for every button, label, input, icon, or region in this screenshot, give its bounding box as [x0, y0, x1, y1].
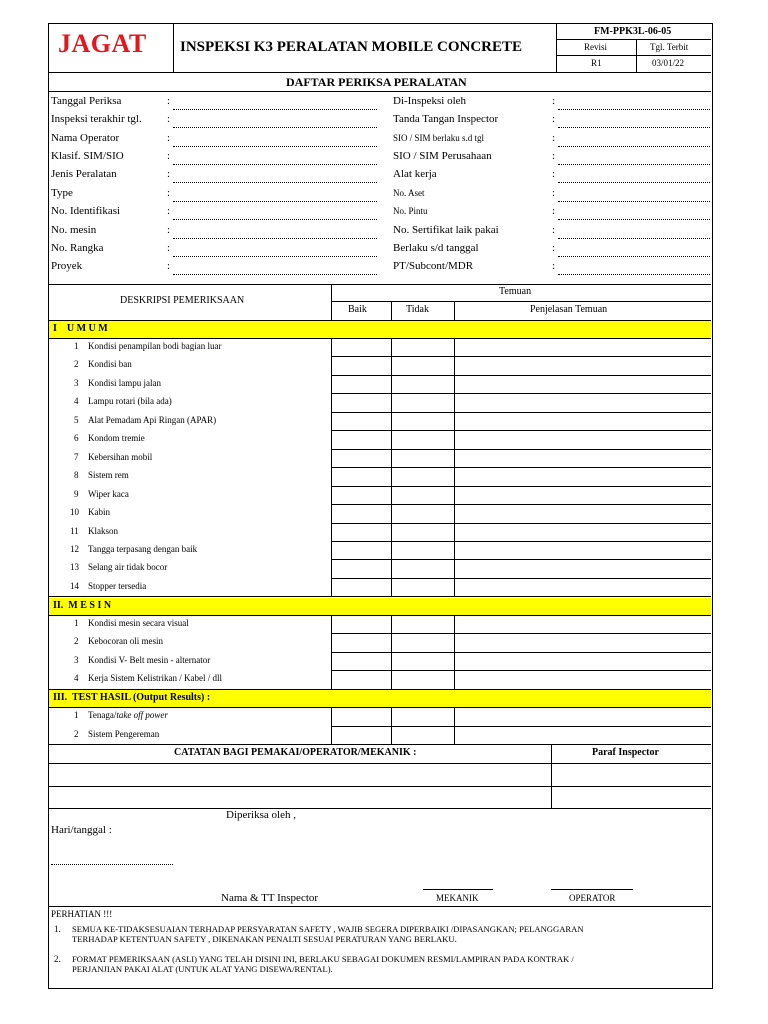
colon: :	[552, 132, 556, 144]
checkbox-baik[interactable]	[332, 708, 391, 726]
colon: :	[552, 205, 556, 217]
item-text: Stopper tersedia	[88, 581, 147, 591]
item-description	[88, 637, 163, 646]
item-description	[88, 619, 189, 628]
revisi-label: Revisi	[584, 42, 608, 52]
colon: :	[167, 224, 171, 236]
info-right-label: No. Aset	[393, 188, 425, 198]
item-text: Kabin	[88, 507, 110, 517]
item-description	[88, 453, 152, 462]
info-right-field[interactable]	[558, 274, 710, 275]
info-left-field[interactable]	[173, 201, 377, 202]
colon: :	[167, 132, 171, 144]
form-code: FM-PPK3L-06-05	[594, 26, 672, 37]
colon: :	[167, 113, 171, 125]
item-text-italic: take off power	[116, 710, 168, 720]
checkbox-tidak[interactable]	[392, 560, 454, 577]
checkbox-tidak[interactable]	[392, 468, 454, 485]
item-text: Kondisi mesin secara visual	[88, 618, 189, 628]
checkbox-tidak[interactable]	[392, 339, 454, 356]
item-number: 7	[74, 452, 79, 462]
item-number: 9	[74, 489, 79, 499]
penjelasan-field[interactable]	[455, 376, 711, 393]
form-title: INSPEKSI K3 PERALATAN MOBILE CONCRETE	[180, 39, 522, 55]
item-number: 14	[70, 581, 79, 591]
item-description	[88, 545, 197, 554]
catatan-title: CATATAN BAGI PEMAKAI/OPERATOR/MEKANIK :	[174, 747, 417, 758]
column-deskripsi: DESKRIPSI PEMERIKSAAN	[120, 295, 245, 306]
section-header	[49, 321, 711, 338]
item-number: 12	[70, 544, 79, 554]
penjelasan-field[interactable]	[455, 487, 711, 504]
info-left-field[interactable]	[173, 109, 377, 110]
info-left-field[interactable]	[173, 256, 377, 257]
penjelasan-field[interactable]	[455, 671, 711, 688]
info-right-label: No. Sertifikat laik pakai	[393, 224, 499, 236]
colon: :	[552, 224, 556, 236]
hari-tanggal-line[interactable]	[51, 864, 173, 865]
item-text: Selang air tidak bocor	[88, 562, 168, 572]
info-right-label: SIO / SIM Perusahaan	[393, 150, 492, 162]
checkbox-tidak[interactable]	[392, 505, 454, 522]
colon: :	[552, 150, 556, 162]
item-text: Klakson	[88, 526, 118, 536]
checkbox-baik[interactable]	[332, 505, 391, 522]
tgl-terbit-value: 03/01/22	[652, 58, 685, 68]
item-description	[88, 527, 118, 536]
checkbox-baik[interactable]	[332, 524, 391, 541]
item-description	[88, 416, 216, 425]
colon: :	[167, 168, 171, 180]
info-right-label: PT/Subcont/MDR	[393, 260, 474, 272]
hari-tanggal: Hari/tanggal :	[51, 824, 112, 836]
checkbox-tidak[interactable]	[392, 579, 454, 596]
item-number: 1	[74, 710, 79, 720]
checkbox-baik[interactable]	[332, 487, 391, 504]
checkbox-tidak[interactable]	[392, 653, 454, 670]
item-description	[88, 563, 167, 572]
info-left-label: No. Identifikasi	[51, 205, 121, 217]
colon: :	[167, 150, 171, 162]
section-title: I U M U M	[53, 323, 108, 334]
checkbox-baik[interactable]	[332, 579, 391, 596]
colon: :	[167, 187, 171, 199]
colon: :	[167, 95, 171, 107]
info-left-label: Nama Operator	[51, 132, 120, 144]
penjelasan-field[interactable]	[455, 634, 711, 651]
paraf-field-2[interactable]	[552, 787, 710, 807]
mekanik-line[interactable]	[423, 889, 493, 890]
mekanik-label: MEKANIK	[436, 893, 479, 903]
info-left-label: Proyek	[51, 260, 83, 272]
revisi-value: R1	[591, 58, 602, 68]
item-number: 5	[74, 415, 79, 425]
item-number: 1	[74, 341, 79, 351]
operator-line[interactable]	[551, 889, 633, 890]
note-1-line-2: TERHADAP KETENTUAN SAFETY , DIKENAKAN PENALTI SESUAI PERATURAN YANG BERLAKU.	[72, 934, 457, 944]
checkbox-baik[interactable]	[332, 339, 391, 356]
info-right-field[interactable]	[558, 109, 710, 110]
info-left-field[interactable]	[173, 146, 377, 147]
penjelasan-field[interactable]	[455, 505, 711, 522]
checkbox-baik[interactable]	[332, 653, 391, 670]
info-right-label: SIO / SIM berlaku s.d tgl	[393, 133, 484, 143]
colon: :	[552, 242, 556, 254]
info-right-field[interactable]	[558, 256, 710, 257]
column-baik: Baik	[348, 304, 367, 315]
item-text: Kondisi ban	[88, 359, 132, 369]
item-text: Kondisi penampilan bodi bagian luar	[88, 341, 222, 351]
penjelasan-field[interactable]	[455, 468, 711, 485]
checkbox-baik[interactable]	[332, 357, 391, 374]
checkbox-baik[interactable]	[332, 727, 391, 745]
item-description	[88, 730, 159, 739]
item-description	[88, 397, 172, 406]
item-description	[88, 342, 221, 351]
penjelasan-field[interactable]	[455, 450, 711, 467]
info-right-label: Tanda Tangan Inspector	[393, 113, 499, 125]
item-number: 3	[74, 378, 79, 388]
item-number: 8	[74, 470, 79, 480]
item-description	[88, 582, 146, 591]
item-description	[88, 471, 129, 480]
section-title: II. M E S I N	[53, 600, 112, 611]
info-left-label: Jenis Peralatan	[51, 168, 117, 180]
item-number: 2	[74, 359, 79, 369]
section-title: DAFTAR PERIKSA PERALATAN	[286, 75, 467, 89]
info-left-label: Tanggal Periksa	[51, 95, 122, 107]
item-description	[88, 656, 210, 665]
note-2-no: 2.	[54, 954, 61, 964]
checkbox-tidak[interactable]	[392, 524, 454, 541]
checkbox-tidak[interactable]	[392, 413, 454, 430]
item-text: Kerja Sistem Kelistrikan / Kabel / dll	[88, 673, 222, 683]
catatan-field-1[interactable]	[49, 764, 550, 785]
note-2-line-1: FORMAT PEMERIKSAAN (ASLI) YANG TELAH DISINI INI, BERLAKU SEBAGAI DOKUMEN RESMI/LAMPIRAN PADA KONTRAK /	[72, 954, 574, 964]
checkbox-tidak[interactable]	[392, 431, 454, 448]
item-number: 3	[74, 655, 79, 665]
penjelasan-field[interactable]	[455, 394, 711, 411]
checkbox-tidak[interactable]	[392, 634, 454, 651]
item-text: Wiper kaca	[88, 489, 129, 499]
tgl-terbit-label: Tgl. Terbit	[650, 42, 689, 52]
item-text: Kebocoran oli mesin	[88, 636, 163, 646]
checkbox-tidak[interactable]	[392, 376, 454, 393]
info-right-field[interactable]	[558, 238, 710, 239]
penjelasan-field[interactable]	[455, 357, 711, 374]
penjelasan-field[interactable]	[455, 616, 711, 633]
info-right-field[interactable]	[558, 219, 710, 220]
info-right-field[interactable]	[558, 146, 710, 147]
penjelasan-field[interactable]	[455, 431, 711, 448]
item-number: 4	[74, 396, 79, 406]
checkbox-tidak[interactable]	[392, 708, 454, 726]
checkbox-tidak[interactable]	[392, 450, 454, 467]
item-text: Alat Pemadam Api Ringan (APAR)	[88, 415, 217, 425]
item-text: Sistem rem	[88, 470, 129, 480]
checkbox-baik[interactable]	[332, 394, 391, 411]
item-description	[88, 360, 132, 369]
item-description	[88, 379, 161, 388]
item-number: 2	[74, 636, 79, 646]
item-description	[88, 674, 222, 683]
company-logo: JAGAT	[58, 29, 147, 58]
penjelasan-field[interactable]	[455, 524, 711, 541]
item-number: 13	[70, 562, 79, 572]
penjelasan-field[interactable]	[455, 727, 711, 745]
info-right-label: Berlaku s/d tanggal	[393, 242, 479, 254]
checkbox-tidak[interactable]	[392, 357, 454, 374]
checkbox-baik[interactable]	[332, 413, 391, 430]
item-number: 4	[74, 673, 79, 683]
item-description	[88, 490, 129, 499]
diperiksa-oleh: Diperiksa oleh ,	[226, 809, 296, 821]
info-left-label: Type	[51, 187, 73, 199]
item-text: Tangga terpasang dengan baik	[88, 544, 198, 554]
colon: :	[167, 205, 171, 217]
item-text: Kondisi V- Belt mesin - alternator	[88, 655, 211, 665]
section-header	[49, 598, 711, 615]
checkbox-baik[interactable]	[332, 616, 391, 633]
paraf-field-1[interactable]	[552, 764, 710, 785]
checkbox-baik[interactable]	[332, 560, 391, 577]
item-text: Lampu rotari (bila ada)	[88, 396, 172, 406]
item-number: 6	[74, 433, 79, 443]
nama-tt-inspector: Nama & TT Inspector	[221, 892, 319, 904]
item-description	[88, 508, 110, 517]
item-number: 2	[74, 729, 79, 739]
info-right-field[interactable]	[558, 182, 710, 183]
colon: :	[167, 260, 171, 272]
checkbox-baik[interactable]	[332, 450, 391, 467]
checkbox-baik[interactable]	[332, 431, 391, 448]
item-text: Tenaga/	[88, 710, 117, 720]
note-1-line-1: SEMUA KE-TIDAKSESUAIAN TERHADAP PERSYARATAN SAFETY , WAJIB SEGERA DIPERBAIKI /DIPASANGKAN; PELANGGARAN	[72, 924, 584, 934]
checkbox-baik[interactable]	[332, 376, 391, 393]
checkbox-baik[interactable]	[332, 671, 391, 688]
info-right-field[interactable]	[558, 164, 710, 165]
item-description	[88, 711, 168, 720]
penjelasan-field[interactable]	[455, 542, 711, 559]
checkbox-baik[interactable]	[332, 542, 391, 559]
checkbox-tidak[interactable]	[392, 487, 454, 504]
colon: :	[552, 113, 556, 125]
info-right-label: Di-Inspeksi oleh	[393, 95, 467, 107]
checkbox-tidak[interactable]	[392, 542, 454, 559]
column-penjelasan: Penjelasan Temuan	[530, 304, 608, 315]
column-tidak: Tidak	[406, 304, 429, 315]
item-text: Kondom tremie	[88, 433, 145, 443]
info-left-label: No. mesin	[51, 224, 97, 236]
checkbox-baik[interactable]	[332, 634, 391, 651]
checkbox-tidak[interactable]	[392, 727, 454, 745]
item-number: 1	[74, 618, 79, 628]
info-left-field[interactable]	[173, 127, 377, 128]
info-right-field[interactable]	[558, 127, 710, 128]
info-left-field[interactable]	[173, 274, 377, 275]
info-right-label: No. Pintu	[393, 206, 428, 216]
info-right-field[interactable]	[558, 201, 710, 202]
info-left-field[interactable]	[173, 238, 377, 239]
item-text: Kebersihan mobil	[88, 452, 153, 462]
note-1-no: 1.	[54, 924, 61, 934]
penjelasan-field[interactable]	[455, 339, 711, 356]
checkbox-baik[interactable]	[332, 468, 391, 485]
checkbox-tidak[interactable]	[392, 616, 454, 633]
penjelasan-field[interactable]	[455, 653, 711, 670]
checkbox-tidak[interactable]	[392, 394, 454, 411]
operator-label: OPERATOR	[569, 893, 616, 903]
penjelasan-field[interactable]	[455, 579, 711, 596]
info-left-field[interactable]	[173, 182, 377, 183]
penjelasan-field[interactable]	[455, 560, 711, 577]
catatan-field-2[interactable]	[49, 787, 550, 807]
info-left-label: No. Rangka	[51, 242, 104, 254]
colon: :	[167, 242, 171, 254]
info-left-label: Klasif. SIM/SIO	[51, 150, 124, 162]
section-title: III. TEST HASIL (Output Results) :	[53, 692, 211, 703]
colon: :	[552, 260, 556, 272]
colon: :	[552, 95, 556, 107]
perhatian-title: PERHATIAN !!!	[51, 909, 113, 919]
info-left-label: Inspeksi terakhir tgl.	[51, 113, 142, 125]
penjelasan-field[interactable]	[455, 708, 711, 726]
info-right-label: Alat kerja	[393, 168, 437, 180]
item-number: 11	[70, 526, 79, 536]
penjelasan-field[interactable]	[455, 413, 711, 430]
item-description	[88, 434, 145, 443]
item-text: Kondisi lampu jalan	[88, 378, 161, 388]
item-number: 10	[70, 507, 79, 517]
colon: :	[552, 168, 556, 180]
checkbox-tidak[interactable]	[392, 671, 454, 688]
paraf-inspector-label: Paraf Inspector	[592, 747, 659, 758]
colon: :	[552, 187, 556, 199]
column-temuan: Temuan	[499, 286, 532, 297]
item-text: Sistem Pengereman	[88, 729, 160, 739]
info-left-field[interactable]	[173, 219, 377, 220]
note-2-line-2: PERJANJIAN PAKAI ALAT (UNTUK ALAT YANG DISEWA/RENTAL).	[72, 964, 333, 974]
info-left-field[interactable]	[173, 164, 377, 165]
